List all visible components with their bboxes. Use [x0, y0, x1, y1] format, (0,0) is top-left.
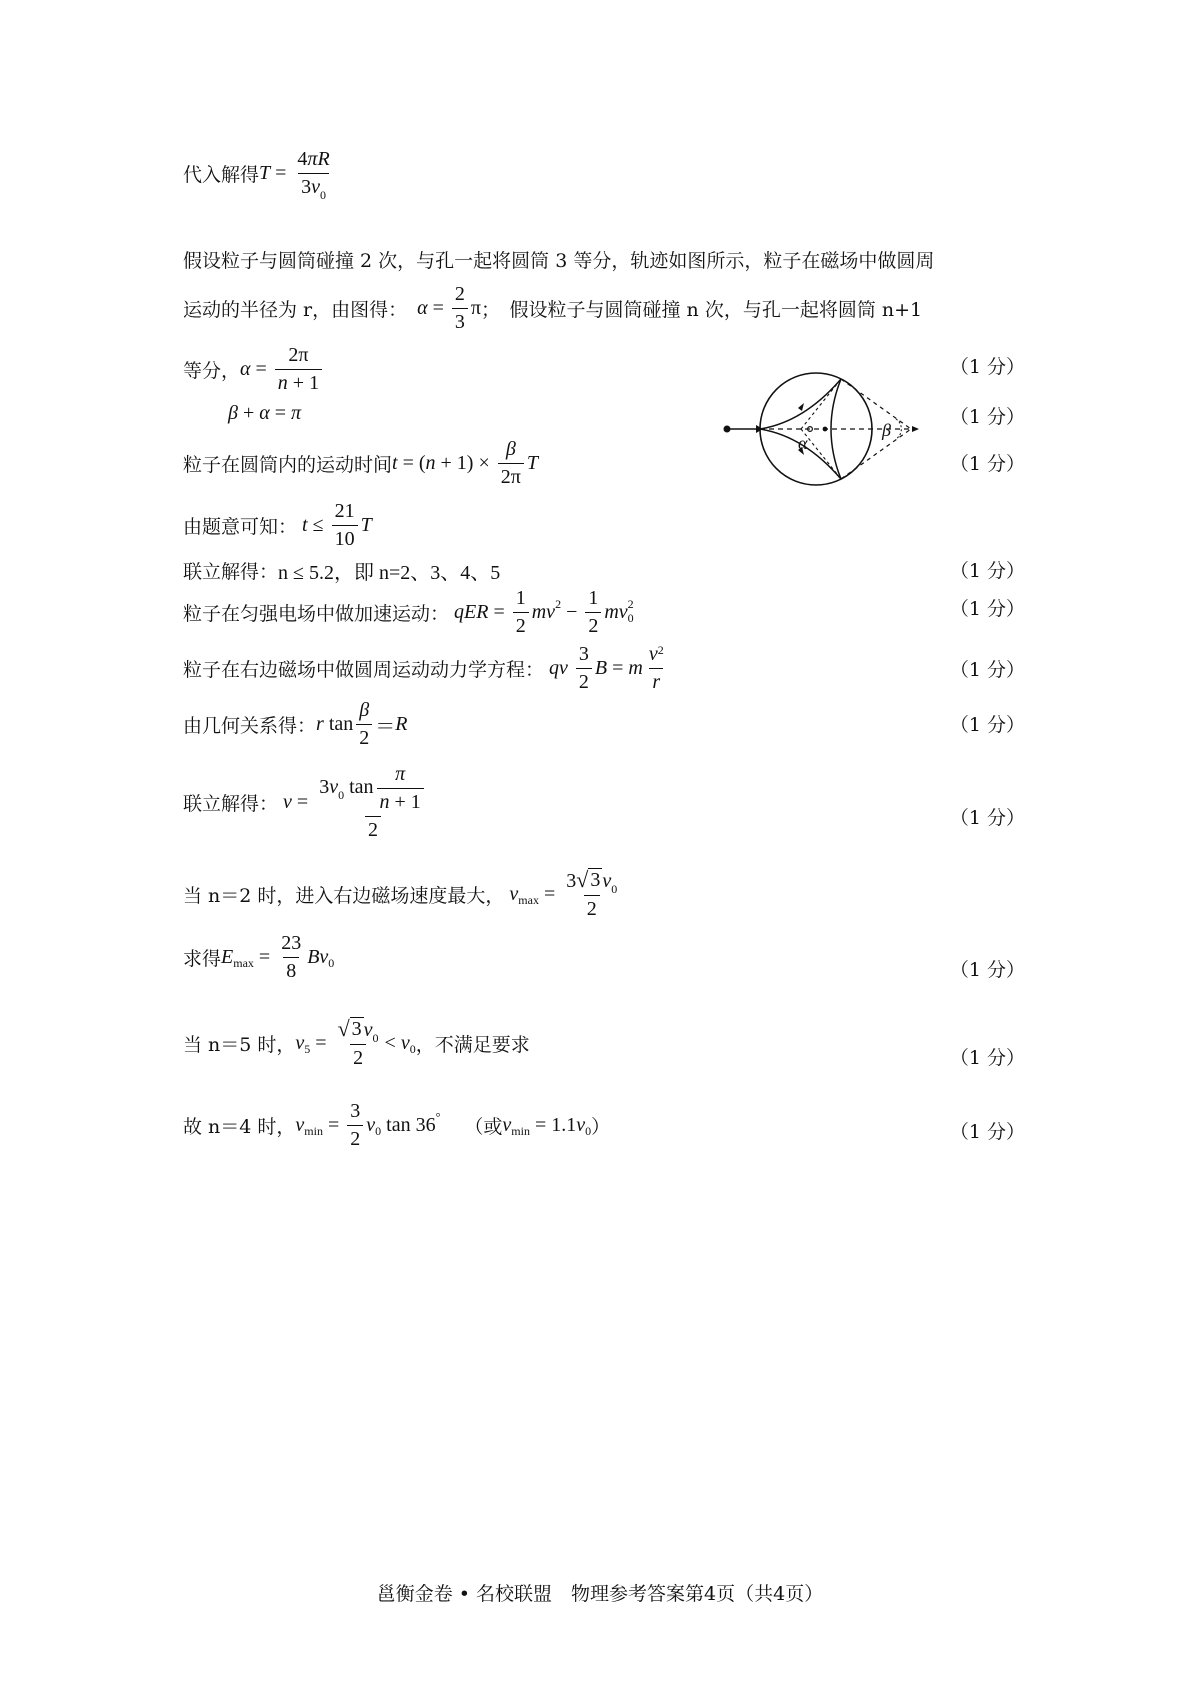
vmin-text: 故 n＝4 时，: [183, 1116, 296, 1138]
emax-text: 求得: [183, 948, 222, 970]
line-n5: [183, 1017, 1023, 1070]
score-time: （1 分）: [949, 453, 1025, 475]
line-period: [183, 148, 1023, 202]
trajectory-diagram: [716, 372, 928, 510]
time-text: 粒子在圆筒内的运动时间: [183, 454, 393, 476]
n5-suffix: ，不满足要求: [415, 1034, 530, 1056]
line-electric-field: [183, 587, 1023, 638]
solve-n-text: 联立解得：: [183, 561, 279, 583]
score-n5: （1 分）: [949, 1047, 1025, 1069]
line-assumption: [183, 246, 1023, 273]
line-condition: [183, 500, 1023, 551]
line-vmax: [183, 868, 1023, 921]
time-formula: t = ( n + 1) × $\frac{\beta}{2\pi}$ T: [392, 438, 538, 488]
vmax-text: 当 n＝2 时，进入右边磁场速度最大，: [183, 885, 505, 907]
line-geometry: [183, 699, 1023, 750]
line-period-text: 代入解得: [183, 164, 260, 186]
score-velocity-general: （1 分）: [949, 807, 1025, 829]
page-footer: 邕衡金卷 • 名校联盟 物理参考答案第4页（共4页）: [376, 1583, 824, 1605]
score-alpha-general: （1 分）: [949, 356, 1025, 378]
score-electric-field: （1 分）: [949, 598, 1025, 620]
condition-formula: t ≤ $\frac{21}{10}$ T: [302, 500, 372, 550]
energy-formula: qER = $\frac{1}{2}$ mv 2 − $\frac{1}{2}$ mv 0 2: [454, 587, 634, 637]
radius-text-a: 运动的半径为 r，由图得：: [183, 299, 408, 321]
geometry-formula: r tan $\frac{\beta}{2}$ ＝ R: [316, 699, 408, 749]
n5-text: 当 n＝5 时，: [183, 1034, 296, 1056]
score-magnetic-dynamics: （1 分）: [949, 659, 1025, 681]
vmin-formula: v min = $\frac{3}{2}$ v 0 tan 36 °: [295, 1100, 441, 1150]
vmin-alt-formula: v min = 1.1 v 0: [502, 1114, 592, 1138]
beta-label: β: [882, 420, 891, 440]
score-solve-n: （1 分）: [949, 560, 1025, 582]
alpha-label: α: [798, 433, 808, 453]
alpha-value: α = $\frac{2}{3}$ π: [417, 283, 482, 333]
line-emax: [183, 932, 1023, 983]
score-beta-alpha: （1 分）: [949, 406, 1025, 428]
line-radius: [183, 283, 1023, 334]
vmax-formula: v max = 3 √ 3 $v_0$ 2: [509, 867, 618, 920]
line-velocity-general: [183, 763, 1023, 842]
dynamics-formula: qv $\frac{3}{2}$ B = m $\frac{v^2}{r}$: [549, 643, 664, 693]
magnetic-dynamics-text: 粒子在右边磁场中做圆周运动动力学方程：: [183, 659, 545, 681]
line-solve-n: [183, 556, 1023, 585]
velocity-general-text: 联立解得：: [183, 793, 279, 815]
velocity-general-formula: v = $3v_0$ tan $\frac{\pi}{n + 1}$ 2: [278, 763, 433, 842]
period-formula: T = $\frac{4\pi R}{3v_0}$: [259, 148, 330, 202]
assumption-text: 假设粒子与圆筒碰撞 2 次，与孔一起将圆筒 3 等分，轨迹如图所示，粒子在磁场中做圆周: [183, 250, 935, 272]
solve-n-formula: n ≤ 5.2，即 n=2、3、4、5: [278, 562, 501, 584]
line-beta-alpha: [228, 402, 1068, 425]
line-vmin: [183, 1100, 1023, 1151]
beta-alpha-formula: β + α = π: [228, 402, 302, 424]
vmin-alt-open: （或: [464, 1116, 503, 1138]
condition-text: 由题意可知：: [183, 516, 298, 538]
electric-field-text: 粒子在匀强电场中做加速运动：: [183, 603, 450, 625]
score-vmin: （1 分）: [949, 1121, 1025, 1143]
geometry-text: 由几何关系得：: [183, 715, 317, 737]
v5-formula: v 5 = √ 3 $v_0$ 2 < v 0: [295, 1016, 416, 1069]
radius-text-b: ； 假设粒子与圆筒碰撞 n 次，与孔一起将圆筒 n+1: [481, 299, 923, 321]
score-geometry: （1 分）: [949, 714, 1025, 736]
score-emax: （1 分）: [949, 959, 1025, 981]
line-magnetic-dynamics: [183, 643, 1023, 694]
emax-formula: E max = $\frac{23}{8}$ Bv 0: [221, 932, 335, 982]
alpha-general-text: 等分，: [183, 360, 241, 382]
alpha-general-formula: α = $\frac{2\pi}{n + 1}$: [240, 344, 325, 395]
vmin-alt-close: ）: [591, 1116, 611, 1138]
